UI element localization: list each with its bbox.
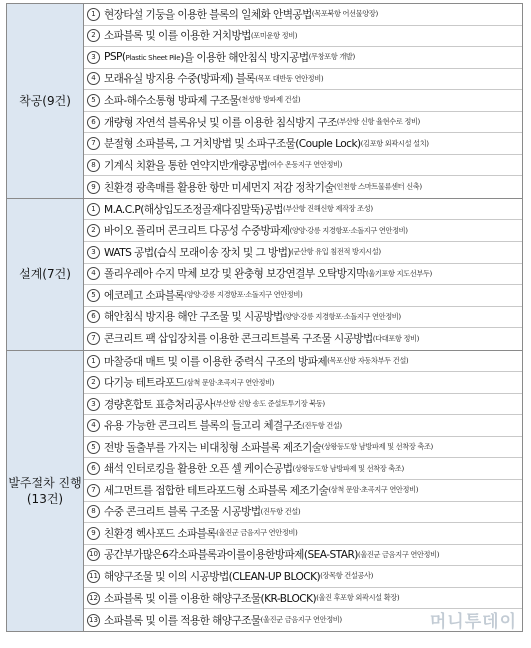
watermark-logo: 머니투데이 bbox=[429, 612, 517, 632]
table-row bbox=[84, 285, 522, 307]
item-title: PSP( bbox=[104, 51, 126, 64]
item-location: (울진군 금음지구 연안정비) bbox=[357, 549, 440, 559]
item-location: (목포 대반동 연안정비) bbox=[255, 73, 324, 83]
item-number: 6 bbox=[87, 310, 100, 323]
item-title-rest: )을 이용한 해안침식 방지공법 bbox=[180, 51, 309, 64]
table-row bbox=[84, 4, 522, 26]
item-location: (부산항 진해신항 제작장 조성) bbox=[282, 204, 373, 214]
item-location: (양양·강릉 지경항포·소돌지구 연안정비) bbox=[289, 225, 408, 235]
item-location: (천성항 방파제 건설) bbox=[238, 95, 301, 105]
table-row bbox=[84, 69, 522, 91]
item-number: 3 bbox=[87, 398, 100, 411]
table-row bbox=[84, 47, 522, 69]
item-number: 1 bbox=[87, 8, 100, 21]
tech-table bbox=[6, 3, 523, 632]
item-number: 4 bbox=[87, 419, 100, 432]
table-group bbox=[6, 4, 523, 199]
table-row bbox=[84, 523, 522, 545]
item-location: (포미운항 정비) bbox=[250, 30, 298, 40]
item-location: (부산항 신항 율현수로 정비) bbox=[336, 117, 421, 126]
item-location: (양양·강릉 지경항포·소돌지구 연안정비) bbox=[282, 311, 401, 321]
item-title: 소파블록 및 이를 적용한 해양구조물 bbox=[104, 614, 261, 627]
item-list bbox=[84, 351, 523, 631]
item-title: 공간부가많은6각소파블록과이를이용한방파제(SEA-STAR) bbox=[104, 549, 358, 562]
item-title: 바이오 폴리머 콘크리트 다공성 수중방파제 bbox=[104, 225, 290, 238]
item-number: 5 bbox=[87, 289, 100, 302]
item-title: 마찰증대 매트 및 이를 이용한 중력식 구조의 방파제 bbox=[104, 355, 328, 368]
item-location: (부산항 신항 송도 준설토투기장 북동) bbox=[213, 399, 325, 409]
item-number: 11 bbox=[87, 570, 100, 583]
item-location: (다대포항 정비) bbox=[372, 333, 420, 343]
item-location: (여수 온동지구 연안정비) bbox=[267, 160, 343, 170]
item-title: 해안침식 방지용 해안 구조물 및 시공방법 bbox=[104, 311, 283, 324]
item-location: (울진 후포항 외곽시설 확장) bbox=[316, 593, 400, 603]
item-title: 유용 가능한 콘크리트 블록의 들고리 체결구조 bbox=[104, 420, 303, 433]
item-location: (울진군 금음지구 연안정비) bbox=[216, 528, 298, 538]
category-cell: 발주절차 진행 (13건) bbox=[6, 351, 84, 631]
item-title: 세그먼트를 접합한 테트라포드형 소파블록 제조기술 bbox=[104, 484, 329, 497]
item-number: 5 bbox=[87, 94, 100, 107]
item-location: (인천항 스마트물류센터 신축) bbox=[333, 182, 422, 192]
item-number: 7 bbox=[87, 332, 100, 345]
item-title: 현장타설 기둥을 이용한 블록의 일체화 안벽공법 bbox=[104, 8, 312, 21]
category-cell: 설계(7건) bbox=[6, 199, 84, 350]
table-row bbox=[84, 307, 522, 329]
item-title: 친환경 헥사포드 소파블록 bbox=[104, 527, 217, 540]
item-number: 9 bbox=[87, 527, 100, 540]
table-row bbox=[84, 176, 522, 198]
item-title: 수중 콘크리트 블록 구조물 시공방법 bbox=[104, 506, 261, 519]
item-number: 3 bbox=[87, 51, 100, 64]
item-list bbox=[84, 199, 523, 350]
item-number: 7 bbox=[87, 137, 100, 150]
item-number: 4 bbox=[87, 267, 100, 280]
item-location: (상왕등도항 남방파제 및 선착장 축조) bbox=[292, 463, 404, 473]
table-row bbox=[84, 133, 522, 155]
item-number: 2 bbox=[87, 224, 100, 237]
item-number: 7 bbox=[87, 484, 100, 497]
item-location: (목포신항 자동차부두 건설) bbox=[327, 356, 409, 366]
item-number: 2 bbox=[87, 376, 100, 389]
table-row bbox=[84, 155, 522, 177]
item-location: (삼척 문암·초곡지구 연안정비) bbox=[184, 377, 275, 387]
table-row bbox=[84, 26, 522, 48]
item-title: 분절형 소파블록, 그 거치방법 및 소파구조물(Couple Lock) bbox=[104, 138, 361, 151]
item-location: (양양·강릉 지경항포·소돌지구 연안정비) bbox=[184, 290, 303, 300]
table-row bbox=[84, 264, 522, 286]
item-title: 에코레고 소파블록 bbox=[104, 289, 185, 302]
table-row bbox=[84, 437, 522, 459]
table-row bbox=[84, 220, 522, 242]
item-number: 2 bbox=[87, 29, 100, 42]
item-location: (장목항 건설공사) bbox=[320, 571, 374, 581]
table-row bbox=[84, 242, 522, 264]
item-number: 6 bbox=[87, 116, 100, 129]
item-location: (울기포항 지도선부두) bbox=[365, 268, 432, 278]
table-row bbox=[84, 351, 522, 373]
item-title: 모래유실 방지용 수중(방파제) 블록 bbox=[104, 73, 256, 86]
item-number: 10 bbox=[87, 548, 100, 561]
table-row bbox=[84, 415, 522, 437]
item-title: 개량형 자연석 블록유닛 및 이를 이용한 침식방지 구조 bbox=[104, 116, 337, 129]
item-list bbox=[84, 4, 523, 198]
item-title: 기계식 치환을 통한 연약지반개량공법 bbox=[104, 159, 268, 172]
item-location: (진두항 건설) bbox=[302, 420, 342, 430]
item-title: WATS 공법(습식 모래이송 장치 및 그 방법) bbox=[104, 246, 291, 259]
item-title: 해양구조물 및 이의 시공방법(CLEAN-UP BLOCK) bbox=[104, 570, 321, 583]
table-row bbox=[84, 90, 522, 112]
item-title: 쇄석 인터로킹을 활용한 오픈 셀 케이슨공법 bbox=[104, 463, 293, 476]
table-row bbox=[84, 480, 522, 502]
item-location: (군산항 유입 침전적 방지시설) bbox=[290, 247, 381, 257]
table-row bbox=[84, 458, 522, 480]
item-number: 1 bbox=[87, 355, 100, 368]
item-title: 소파블록 및 이를 이용한 해양구조물(KR-BLOCK) bbox=[104, 592, 317, 605]
item-location: (목포북항 어선물양장) bbox=[311, 9, 378, 19]
item-location: (김포항 외곽시설 설치) bbox=[360, 138, 429, 148]
table-row bbox=[84, 199, 522, 221]
item-number: 9 bbox=[87, 181, 100, 194]
item-title: 소파블록 및 이를 이용한 거치방법 bbox=[104, 30, 251, 43]
table-row bbox=[84, 112, 522, 134]
item-number: 13 bbox=[87, 614, 100, 627]
item-location: (진두항 건설) bbox=[260, 506, 301, 516]
item-title: 전방 돌출부를 가지는 비대칭형 소파블록 제조기술 bbox=[104, 441, 322, 454]
item-title-inner: Plastic Sheet Pile bbox=[125, 52, 181, 62]
item-title: 친환경 광촉매를 활용한 항만 미세먼지 저감 정착기술 bbox=[104, 181, 334, 194]
table-row bbox=[84, 502, 522, 524]
item-title: 소파-해수소통형 방파제 구조물 bbox=[104, 94, 239, 107]
item-title: 경량혼합토 표층처리공사 bbox=[104, 398, 214, 411]
table-row bbox=[84, 328, 522, 350]
table-group bbox=[6, 351, 523, 631]
item-number: 5 bbox=[87, 441, 100, 454]
item-number: 1 bbox=[87, 203, 100, 216]
table-row bbox=[84, 372, 522, 394]
item-title: 폴리우레아 수지 막체 보강 및 완충형 보강연결부 오탁방지막 bbox=[104, 268, 366, 281]
table-group bbox=[6, 199, 523, 351]
item-location: (무창포항 개발) bbox=[308, 52, 355, 62]
table-row bbox=[84, 394, 522, 416]
item-number: 3 bbox=[87, 246, 100, 259]
item-title: M.A.C.P(해상입도조정골재다짐말뚝)공법 bbox=[104, 203, 283, 216]
item-location: (삼척 문암·초곡지구 연안정비) bbox=[328, 485, 419, 495]
item-title: 다기능 테트라포드 bbox=[104, 377, 185, 390]
item-number: 4 bbox=[87, 72, 100, 85]
item-location: (울진군 금음지구 연안정비) bbox=[260, 615, 342, 625]
table-row bbox=[84, 545, 522, 567]
table-row bbox=[84, 566, 522, 588]
item-number: 8 bbox=[87, 159, 100, 172]
item-number: 8 bbox=[87, 505, 100, 518]
item-number: 12 bbox=[87, 592, 100, 605]
item-location: (상왕등도항 남방파제 및 선착장 축조) bbox=[321, 442, 433, 452]
item-number: 6 bbox=[87, 462, 100, 475]
category-cell: 착공(9건) bbox=[6, 4, 84, 198]
item-title: 콘크리트 팩 삽입장치를 이용한 콘크리트블록 구조물 시공방법 bbox=[104, 333, 373, 346]
